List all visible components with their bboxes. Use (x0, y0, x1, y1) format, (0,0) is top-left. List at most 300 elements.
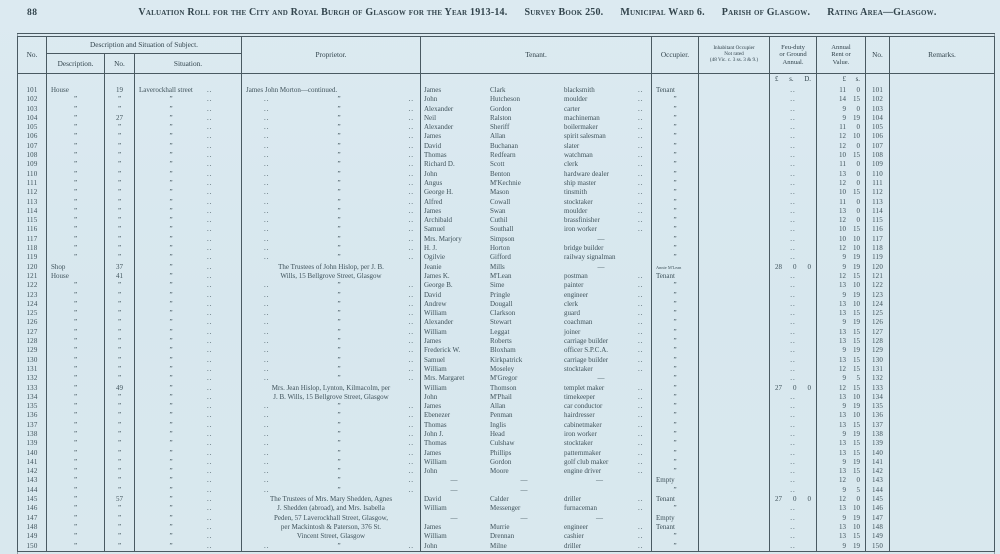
cell-rent (816, 458, 865, 467)
leader-dots: .. (790, 392, 796, 401)
leader-dots: .. (207, 374, 213, 383)
cell-rent (816, 365, 865, 374)
cell-entry-no-right: 136 (865, 411, 889, 420)
situation-text: ” (169, 309, 173, 318)
ditto-mark: ” (337, 253, 341, 262)
cell-occupier (651, 476, 698, 485)
occupier-text: ” (673, 457, 677, 466)
cell-feu-duty (769, 235, 816, 244)
cell-feu-duty (769, 318, 816, 327)
cell-entry-no: 121 (26, 271, 38, 280)
situation-text: ” (169, 402, 173, 411)
rent-shillings: 10 (853, 522, 860, 531)
cell-occupier (651, 365, 698, 374)
cell-situation (134, 337, 241, 346)
leader-dots: .. (207, 364, 213, 373)
cell-house-no: ” (104, 532, 134, 541)
cell-house-no: ” (104, 486, 134, 495)
leader-dots: .. (207, 346, 213, 355)
tenant-surname: Phillips (490, 448, 512, 457)
cell-feu-duty (769, 272, 816, 281)
cell-entry-no-right: 129 (865, 346, 889, 355)
cell-situation (134, 346, 241, 355)
cell-entry-no-right: 138 (865, 430, 889, 439)
situation-text: ” (169, 225, 173, 234)
leader-dots: .. (408, 541, 414, 550)
cell-inhabitant-occupier (698, 244, 769, 253)
cell-house-no: ” (104, 142, 134, 151)
cell-tenant (420, 253, 651, 262)
rent-pounds: 12 (839, 178, 846, 187)
tenant-occupation: bridge builder (564, 244, 604, 253)
situation-text: ” (169, 234, 173, 243)
cell-entry-no-right: 117 (865, 235, 889, 244)
tenant-surname: M'Gregor (490, 374, 518, 383)
cell-entry-no: 120 (26, 262, 38, 271)
cell-description: ” (46, 365, 104, 374)
header-proprietor: Proprietor. (241, 37, 420, 73)
cell-inhabitant-occupier (698, 291, 769, 300)
currency-feu-labels (769, 74, 816, 86)
leader-dots: .. (790, 104, 796, 113)
cell-feu-duty (769, 207, 816, 216)
table-row (18, 123, 994, 132)
cell-remarks (889, 328, 994, 337)
currency-cell-blank (865, 74, 889, 86)
leader-dots: .. (790, 160, 796, 169)
header-inhabitant-occupier (698, 37, 769, 73)
leader-dots: .. (790, 337, 796, 346)
leader-dots: .. (408, 123, 414, 132)
cell-occupier (651, 216, 698, 225)
currency-cell-blank (241, 74, 420, 86)
cell-entry-no: 114 (26, 206, 38, 215)
leader-dots: .. (207, 411, 213, 420)
leader-dots: .. (408, 355, 414, 364)
cell-situation (134, 281, 241, 290)
cell-entry-no: 112 (26, 188, 38, 197)
cell-rent (816, 114, 865, 123)
leader-dots: .. (207, 318, 213, 327)
leader-dots: .. (408, 346, 414, 355)
cell-house-no: ” (104, 523, 134, 532)
cell-occupier (651, 235, 698, 244)
cell-proprietor (241, 486, 420, 495)
leader-dots: .. (790, 244, 796, 253)
header-entry-no: No. (26, 50, 38, 59)
cell-inhabitant-occupier (698, 309, 769, 318)
occupier-text: ” (673, 113, 677, 122)
occupier-text: ” (673, 439, 677, 448)
tenant-occupation: hairdresser (564, 411, 595, 420)
cell-inhabitant-occupier (698, 514, 769, 523)
leader-dots: .. (264, 206, 270, 215)
leader-dots: .. (264, 113, 270, 122)
cell-situation (134, 393, 241, 402)
table-row (18, 291, 994, 300)
cell-remarks (889, 263, 994, 272)
cell-rent (816, 328, 865, 337)
cell-remarks (889, 291, 994, 300)
leader-dots (638, 244, 651, 253)
tenant-occupation: railway signalman (564, 253, 616, 262)
leader-dots: .. (638, 178, 644, 187)
occupier-text: Tenant (656, 271, 675, 280)
occupier-text: ” (673, 383, 677, 392)
occupier-text: ” (673, 504, 677, 513)
cell-entry-no: 119 (26, 253, 38, 262)
tenant-surname: Stewart (490, 318, 512, 327)
leader-dots: .. (207, 495, 213, 504)
cell-house-no: ” (104, 337, 134, 346)
tenant-surname: Mills (490, 262, 505, 271)
cell-feu-duty (769, 300, 816, 309)
leader-dots: .. (207, 95, 213, 104)
cell-feu-duty (769, 105, 816, 114)
page-header (0, 6, 1000, 22)
cell-tenant (420, 123, 651, 132)
leader-dots: .. (207, 392, 213, 401)
cell-description: ” (46, 411, 104, 420)
cell-tenant (420, 504, 651, 513)
cell-rent (816, 207, 865, 216)
cell-entry-no: 124 (26, 299, 38, 308)
situation-text: ” (169, 429, 173, 438)
cell-occupier (651, 160, 698, 169)
leader-dots: .. (638, 522, 644, 531)
header-tenant: Tenant. (420, 37, 651, 73)
title-parish: Parish of Glasgow. (721, 7, 811, 18)
header-house-no: No. (104, 54, 134, 73)
cell-entry-no: 135 (26, 402, 38, 411)
rent-shillings: 15 (853, 439, 860, 448)
cell-house-no: ” (104, 346, 134, 355)
ditto-mark: ” (337, 299, 341, 308)
rent-shillings: 19 (853, 290, 860, 299)
cell-feu-duty (769, 95, 816, 104)
leader-dots: .. (408, 467, 414, 476)
cell-entry-no-right: 114 (865, 207, 889, 216)
situation-text: ” (169, 485, 173, 494)
cell-rent (816, 142, 865, 151)
cell-house-no: ” (104, 318, 134, 327)
cell-house-no: ” (104, 365, 134, 374)
cell-feu-duty (769, 532, 816, 541)
cell-entry-no-right: 140 (865, 449, 889, 458)
occupier-text: Tenant (656, 86, 675, 94)
cell-remarks (889, 346, 994, 355)
cell-remarks (889, 188, 994, 197)
cell-house-no: ” (104, 225, 134, 234)
tenant-occupation: ship master (564, 178, 597, 187)
leader-dots: .. (264, 244, 270, 253)
cell-situation (134, 160, 241, 169)
cell-tenant (420, 486, 651, 495)
tenant-surname: Southall (490, 225, 514, 234)
occupier-text: ” (673, 132, 677, 141)
rent-shillings: 19 (853, 513, 860, 522)
cell-description: ” (46, 291, 104, 300)
cell-proprietor: Vincent Street, Glasgow (241, 532, 420, 541)
leader-dots: .. (264, 467, 270, 476)
cell-tenant (420, 523, 651, 532)
leader-dots: .. (408, 374, 414, 383)
cell-occupier (651, 86, 698, 95)
cell-entry-no-right: 104 (865, 114, 889, 123)
leader-dots: .. (264, 299, 270, 308)
rent-pounds: 11 (839, 160, 846, 169)
rent-pounds: 10 (839, 225, 846, 234)
cell-description: ” (46, 486, 104, 495)
cell-description: ” (46, 374, 104, 383)
cell-inhabitant-occupier (698, 467, 769, 476)
cell-description: ” (46, 244, 104, 253)
cell-entry-no-right: 143 (865, 476, 889, 485)
ditto-mark: ” (337, 402, 341, 411)
cell-description: House (46, 272, 104, 281)
cell-proprietor (241, 309, 420, 318)
leader-dots: .. (207, 290, 213, 299)
cell-feu-duty (769, 216, 816, 225)
rent-pounds: 12 (839, 271, 846, 280)
cell-entry-no: 137 (26, 420, 38, 429)
cell-proprietor (241, 291, 420, 300)
cell-tenant (420, 207, 651, 216)
rent-shillings: 15 (853, 151, 860, 160)
cell-inhabitant-occupier (698, 235, 769, 244)
tenant-occupation: slater (564, 141, 580, 150)
cell-remarks (889, 235, 994, 244)
tenant-surname: Simpson (490, 234, 515, 243)
leader-dots: .. (638, 346, 644, 355)
cell-tenant (420, 318, 651, 327)
rent-pounds: 14 (839, 95, 846, 104)
currency-cell-blank (698, 74, 769, 86)
tenant-surname: Cowall (490, 197, 511, 206)
cell-entry-no-right: 139 (865, 439, 889, 448)
cell-entry-no-right: 118 (865, 244, 889, 253)
occupier-text: ” (673, 485, 677, 494)
situation-text: ” (169, 411, 173, 420)
tenant-occupation: patternmaker (564, 448, 601, 457)
table-row (18, 458, 994, 467)
tenant-surname: Leggat (490, 327, 510, 336)
rent-shillings: 15 (853, 420, 860, 429)
cell-inhabitant-occupier (698, 114, 769, 123)
cell-tenant (420, 244, 651, 253)
tenant-occupation: engineer (564, 290, 589, 299)
leader-dots: .. (790, 197, 796, 206)
occupier-text: ” (673, 253, 677, 262)
cell-description: ” (46, 142, 104, 151)
cell-proprietor (241, 449, 420, 458)
tenant-surname: Dougall (490, 299, 513, 308)
tenant-surname: Moore (490, 467, 509, 476)
leader-dots: .. (790, 299, 796, 308)
cell-entry-no: 107 (26, 141, 38, 150)
tenant-occupation: — (596, 513, 603, 522)
rent-pounds: 10 (839, 188, 846, 197)
table-row (18, 449, 994, 458)
cell-rent (816, 421, 865, 430)
cell-entry-no: 110 (26, 169, 38, 178)
tenant-occupation: officer S.P.C.A. (564, 346, 609, 355)
title-municipal-ward: Municipal Ward 6. (620, 7, 705, 18)
cell-feu-duty (769, 365, 816, 374)
cell-inhabitant-occupier (698, 281, 769, 290)
tenant-occupation: spirit salesman (564, 132, 606, 141)
cell-description: ” (46, 198, 104, 207)
tenant-occupation: driller (564, 495, 582, 504)
leader-dots: .. (638, 392, 644, 401)
pound-sign: £ (775, 76, 779, 83)
leader-dots: .. (638, 467, 644, 476)
feu-pence: 0 (807, 495, 811, 504)
cell-entry-no: 131 (26, 364, 38, 373)
cell-description: ” (46, 318, 104, 327)
cell-entry-no-right: 122 (865, 281, 889, 290)
tenant-surname: Culshaw (490, 439, 515, 448)
cell-description: ” (46, 430, 104, 439)
tenant-surname: Mason (490, 188, 510, 197)
tenant-forename: Alexander (424, 123, 454, 132)
cell-entry-no: 128 (26, 337, 38, 346)
occupier-text: ” (673, 206, 677, 215)
tenant-occupation: templet maker (564, 383, 605, 392)
cell-feu-duty (769, 374, 816, 383)
header-inhabitant-line1: Inhabitant Occupier (713, 45, 755, 52)
leader-dots: .. (264, 104, 270, 113)
cell-rent (816, 123, 865, 132)
leader-dots: .. (264, 346, 270, 355)
leader-dots: .. (638, 420, 644, 429)
tenant-occupation: watchman (564, 151, 593, 160)
ditto-mark: ” (337, 281, 341, 290)
cell-situation (134, 318, 241, 327)
leader-dots: .. (638, 290, 644, 299)
cell-tenant (420, 328, 651, 337)
leader-dots: .. (408, 337, 414, 346)
leader-dots: .. (207, 160, 213, 169)
cell-proprietor (241, 170, 420, 179)
cell-remarks (889, 160, 994, 169)
tenant-surname: Kirkpatrick (490, 355, 523, 364)
leader-dots: .. (790, 113, 796, 122)
cell-entry-no: 118 (26, 244, 38, 253)
table-row (18, 95, 994, 104)
cell-remarks (889, 179, 994, 188)
ditto-mark: ” (337, 420, 341, 429)
leader-dots: .. (408, 411, 414, 420)
cell-inhabitant-occupier (698, 207, 769, 216)
leader-dots: .. (638, 188, 644, 197)
cell-entry-no: 150 (26, 541, 38, 550)
cell-entry-no-right: 106 (865, 132, 889, 141)
tenant-surname: Hutcheson (490, 95, 520, 104)
leader-dots: .. (790, 467, 796, 476)
cell-tenant (420, 151, 651, 160)
leader-dots: .. (638, 439, 644, 448)
cell-tenant (420, 188, 651, 197)
cell-rent (816, 309, 865, 318)
ditto-mark: ” (337, 364, 341, 373)
cell-remarks (889, 123, 994, 132)
cell-remarks (889, 393, 994, 402)
ditto-mark: ” (337, 160, 341, 169)
cell-entry-no-right: 149 (865, 532, 889, 541)
leader-dots: .. (790, 374, 796, 383)
cell-occupier (651, 263, 698, 272)
cell-inhabitant-occupier (698, 449, 769, 458)
table-row (18, 504, 994, 513)
occupier-text: ” (673, 364, 677, 373)
leader-dots: .. (207, 151, 213, 160)
cell-description: ” (46, 95, 104, 104)
cell-entry-no-right: 146 (865, 504, 889, 513)
leader-dots: .. (408, 234, 414, 243)
leader-dots: .. (207, 178, 213, 187)
cell-description: House (46, 86, 104, 95)
tenant-occupation: carter (564, 104, 580, 113)
cell-house-no: ” (104, 281, 134, 290)
cell-situation (134, 170, 241, 179)
cell-description: ” (46, 235, 104, 244)
cell-feu-duty (769, 123, 816, 132)
cell-remarks (889, 170, 994, 179)
cell-feu-duty (769, 467, 816, 476)
leader-dots: .. (408, 281, 414, 290)
cell-feu-duty (769, 421, 816, 430)
cell-house-no: ” (104, 467, 134, 476)
cell-entry-no-right: 102 (865, 95, 889, 104)
rent-shillings: 15 (853, 364, 860, 373)
leader-dots: .. (207, 104, 213, 113)
leader-dots: .. (207, 402, 213, 411)
cell-situation (134, 95, 241, 104)
cell-entry-no: 125 (26, 309, 38, 318)
cell-description: ” (46, 300, 104, 309)
tenant-occupation: cabinetmaker (564, 420, 602, 429)
cell-entry-no: 103 (26, 104, 38, 113)
cell-entry-no-right: 107 (865, 142, 889, 151)
situation-text: ” (169, 467, 173, 476)
cell-house-no: ” (104, 411, 134, 420)
cell-proprietor (241, 374, 420, 383)
header-annual-rent (816, 37, 865, 73)
table-row (18, 356, 994, 365)
cell-proprietor (241, 225, 420, 234)
cell-description: ” (46, 337, 104, 346)
leader-dots: .. (790, 420, 796, 429)
cell-description: ” (46, 439, 104, 448)
cell-rent (816, 449, 865, 458)
rent-pounds: 13 (839, 206, 846, 215)
cell-proprietor (241, 160, 420, 169)
cell-house-no: ” (104, 458, 134, 467)
tenant-surname: Milne (490, 541, 507, 550)
cell-proprietor (241, 253, 420, 262)
tenant-surname: Gordon (490, 457, 512, 466)
table-row (18, 86, 994, 95)
rent-shillings: 10 (853, 244, 860, 253)
table-row (18, 523, 994, 532)
cell-feu-duty (769, 142, 816, 151)
occupier-text: ” (673, 123, 677, 132)
leader-dots: .. (790, 141, 796, 150)
leader-dots: .. (264, 169, 270, 178)
leader-dots: .. (408, 448, 414, 457)
cell-occupier (651, 309, 698, 318)
